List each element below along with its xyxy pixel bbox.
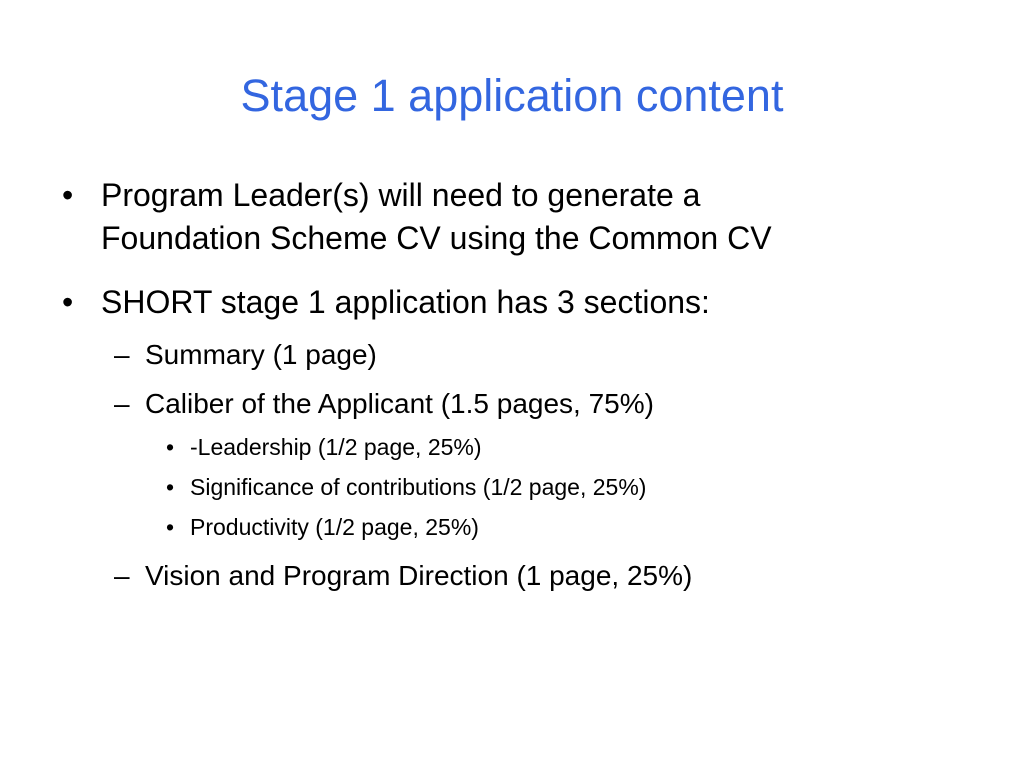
bullet-text: SHORT stage 1 application has 3 sections: (101, 284, 710, 320)
subbullet-summary (0, 337, 1024, 373)
bullet-marker: • (166, 474, 175, 500)
subbullet-vision (0, 558, 1024, 594)
subsubbullet-text: Significance of contributions (1/2 page, 25%) (190, 474, 647, 500)
bullet-marker: • (62, 284, 74, 320)
bullet-marker: • (166, 514, 175, 540)
subbullet-text: Caliber of the Applicant (1.5 pages, 75%) (145, 388, 654, 419)
subbullet-caliber (0, 386, 1024, 422)
bullet-short-stage (0, 281, 1024, 324)
bullet-text-line2: Foundation Scheme CV using the Common CV (101, 220, 772, 256)
dash-marker: – (114, 388, 130, 419)
subbullet-text: Vision and Program Direction (1 page, 25%) (145, 560, 693, 591)
bullet-marker: • (62, 177, 74, 213)
subsubbullet-productivity (0, 512, 1024, 542)
slide-title: Stage 1 application content (240, 70, 784, 121)
bullet-marker: • (166, 434, 175, 460)
subbullet-text: Summary (1 page) (145, 339, 377, 370)
dash-marker: – (114, 339, 130, 370)
subsubbullet-leadership (0, 432, 1024, 462)
dash-marker: – (114, 560, 130, 591)
subsubbullet-text: -Leadership (1/2 page, 25%) (190, 434, 482, 460)
subsubbullet-text: Productivity (1/2 page, 25%) (190, 514, 479, 540)
bullet-text-line1: Program Leader(s) will need to generate a (101, 177, 701, 213)
subsubbullet-significance (0, 472, 1024, 502)
bullet-program-leaders (0, 174, 1024, 260)
